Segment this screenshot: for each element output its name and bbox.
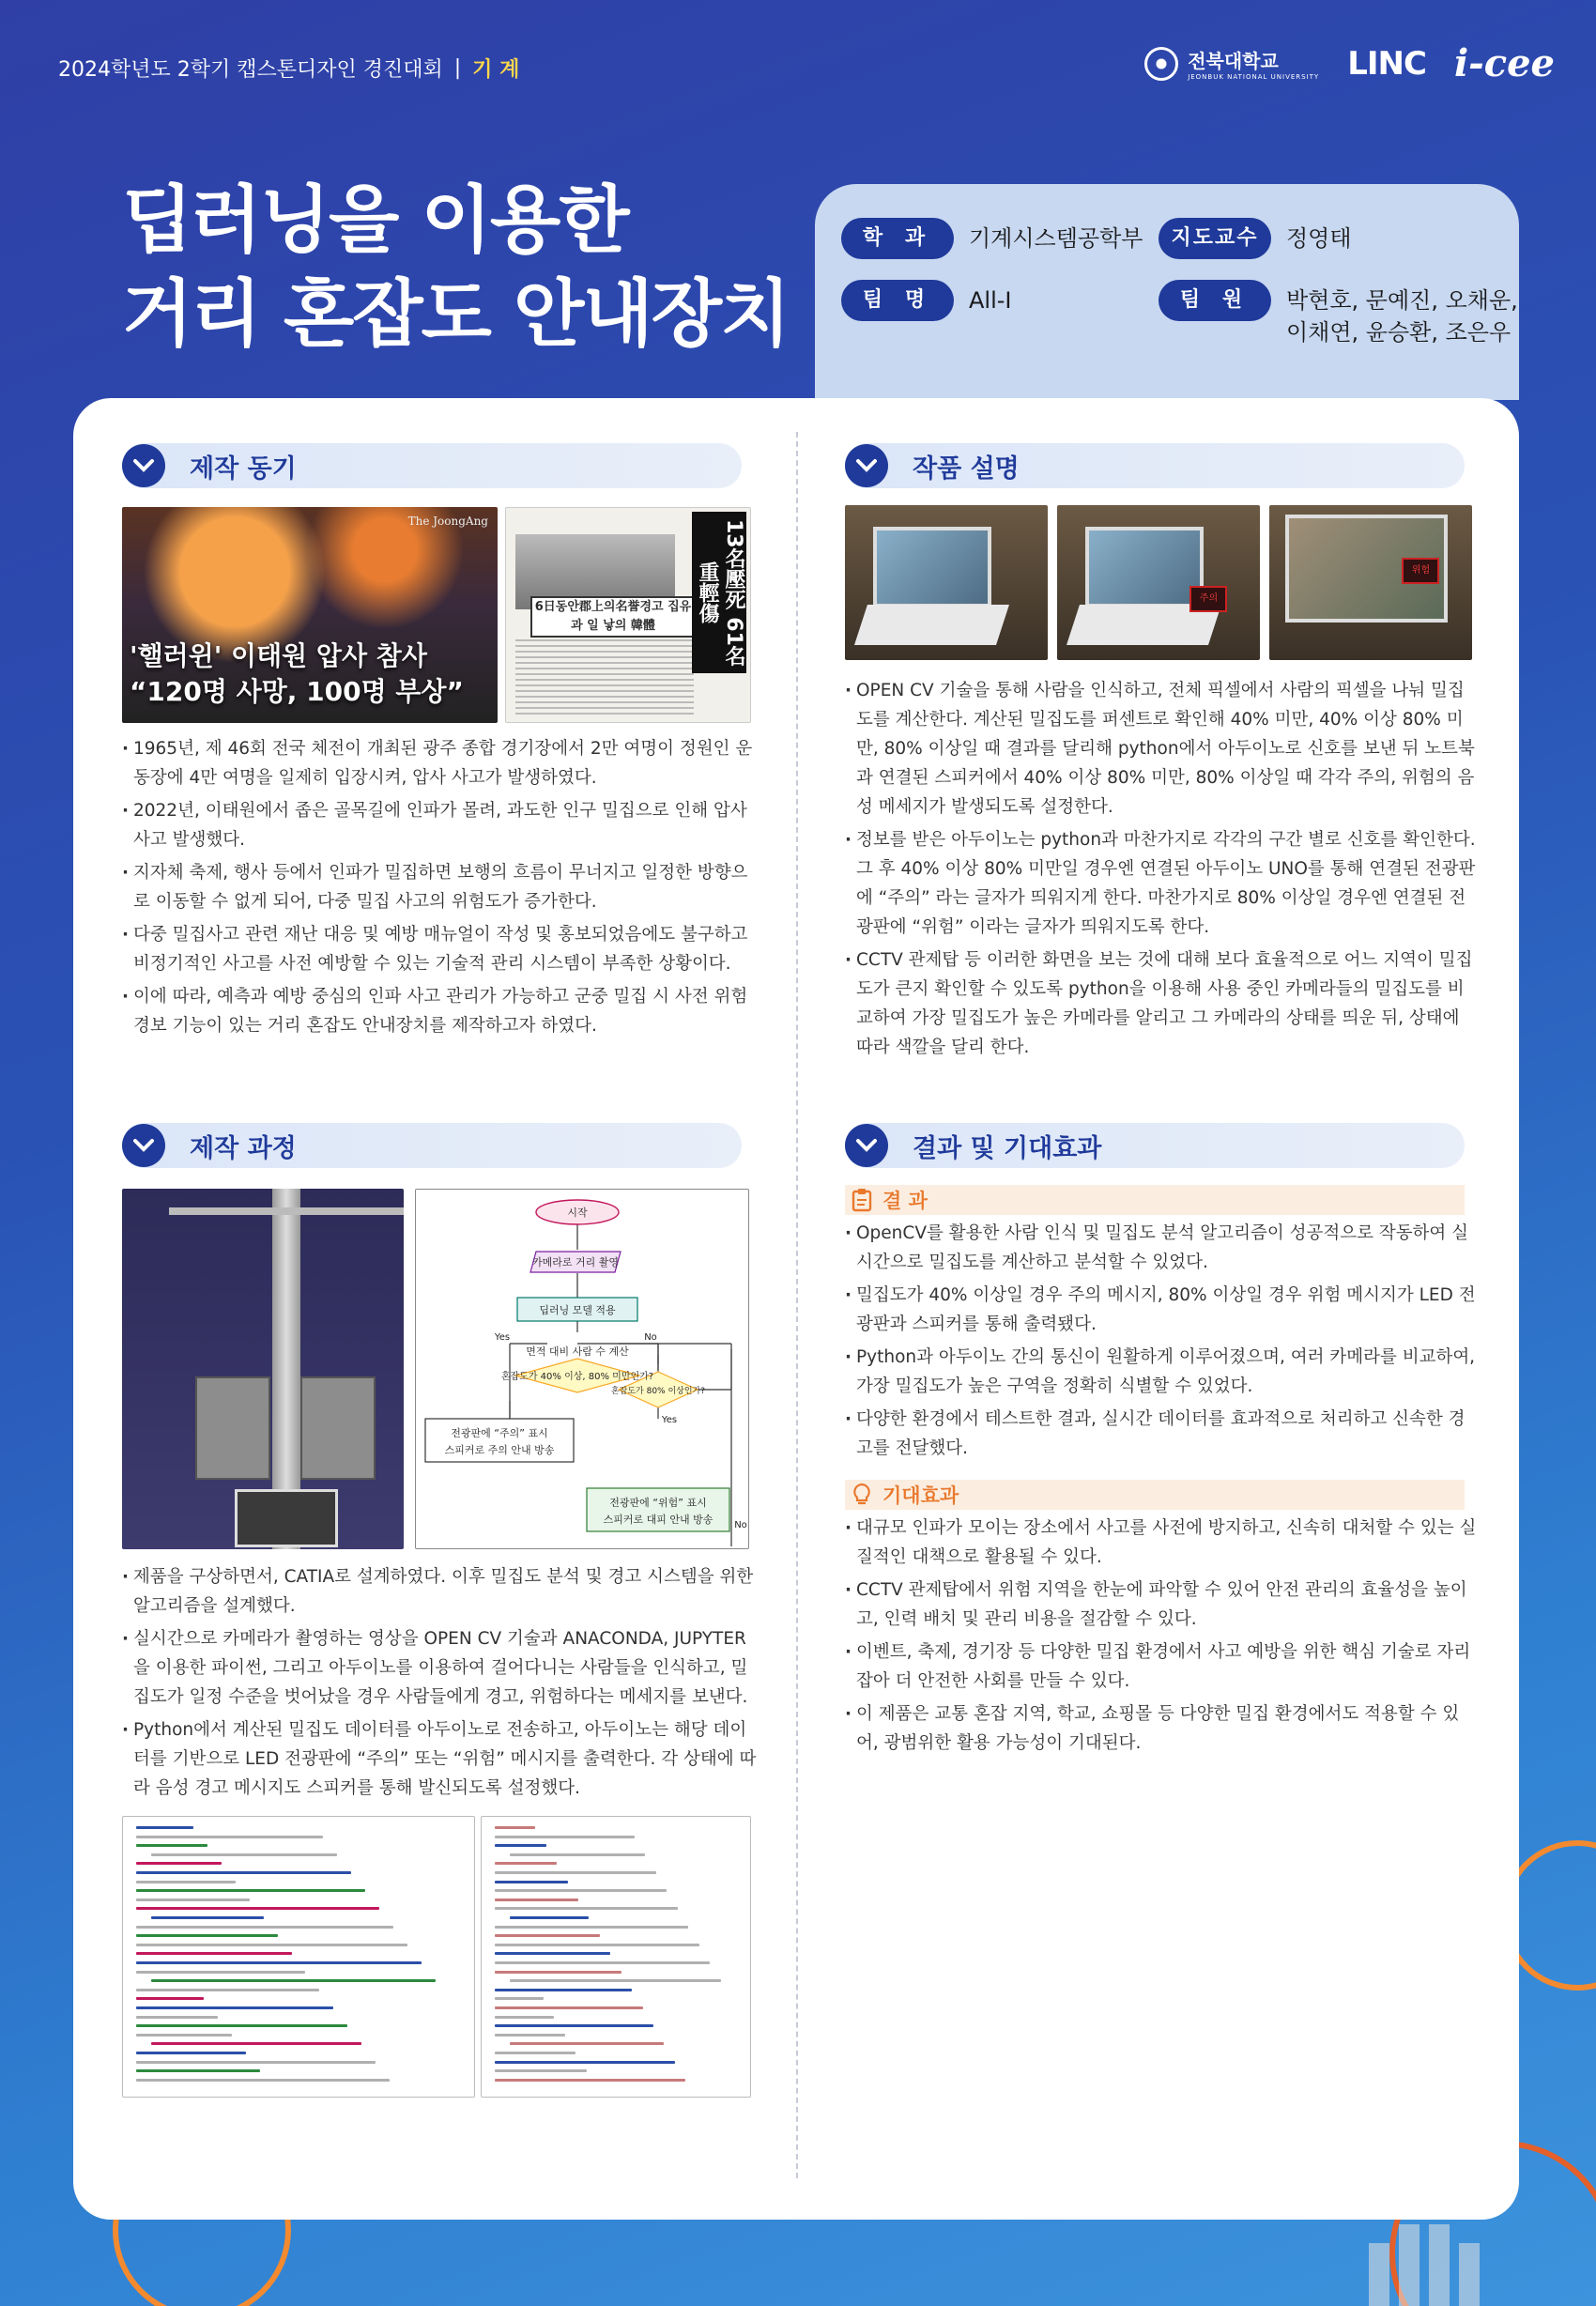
linc-logo: LINC: [1347, 44, 1426, 83]
university-logo: [1144, 46, 1319, 81]
code-line: [151, 2042, 361, 2045]
list-item: · 정보를 받은 아두이노는 python과 마찬가지로 각각의 구간 별로 신호를 확인한다. 그 후 40% 이상 80% 미만일 경우엔 연결된 아두이노 UNO를 통해 연결된 전광판에 “주의” 라는 글자가 띄워지게 한다. 마찬가지로 80% 이상일 경우엔 연결된 전광판에 “위험” 이라는 글자가 띄워지도록 한다.: [845, 825, 1480, 942]
laptop-screen: [873, 527, 990, 607]
photo-caption-line-2: “120명 사망, 100명 부상”: [130, 676, 464, 707]
newspaper-clipping: [505, 507, 751, 723]
code-line: [495, 2016, 554, 2019]
flow-action-1-line-1: 전광판에 “주의” 표시: [451, 1427, 548, 1439]
list-item: · 다중 밀집사고 관련 재난 대응 및 예방 매뉴얼이 작성 및 홍보되었음에도 불구하고 비정기적인 사고를 사전 예방할 수 있는 기술적 관리 시스템이 부족한 상황이다.: [122, 920, 760, 978]
code-line: [136, 2069, 260, 2072]
code-line: [495, 2052, 575, 2054]
laptop-base: [854, 605, 1009, 645]
process-title: 제작 과정: [190, 1133, 297, 1163]
code-line: [495, 1889, 667, 1892]
code-line: [136, 2006, 333, 2009]
code-line: [495, 1862, 557, 1865]
members-line-2: 이채연, 윤승환, 조은우: [1286, 319, 1512, 346]
team-info-panel: [815, 184, 1519, 400]
photo-caption: [130, 638, 464, 710]
members-label: 팀 원: [1159, 280, 1271, 321]
newspaper-box: 6日동안郡上의名誉경고 집유과 일 낳의 韓體: [530, 596, 696, 638]
code-line: [495, 1971, 622, 1974]
lightbulb-icon: [851, 1483, 873, 1507]
led-panel: 주의: [1189, 586, 1227, 612]
code-line: [495, 1836, 635, 1838]
photo-caption-line-1: '핼러윈' 이태원 압사 참사: [130, 640, 427, 671]
code-line: [510, 1853, 645, 1856]
list-item: · 대규모 인파가 모이는 장소에서 사고를 사전에 방지하고, 신속히 대처할 수 있는 실질적인 대책으로 활용될 수 있다.: [845, 1514, 1480, 1572]
code-line: [136, 2079, 390, 2082]
python-code-screenshot: [122, 1816, 475, 2098]
list-item: · CCTV 관제탑 등 이러한 화면을 보는 것에 대해 보다 효율적으로 어느 지역이 밀집도가 큰지 확인할 수 있도록 python을 이용해 사용 중인 카메라들의 밀집도를 비교하여 가장 밀집도가 높은 카메라를 알리고 그 카메라의 상태를 띄운 뒤, 상태에 따라 색깔을 달리 한다.: [845, 945, 1480, 1062]
code-line: [136, 1871, 351, 1874]
list-item: · 1965년, 제 46회 전국 체전이 개최된 광주 종합 경기장에서 2만 여명이 정원인 운동장에 4만 여명을 일제히 입장시켜, 압사 사고가 발생하였다.: [122, 734, 760, 792]
department-tag: 기 계: [472, 57, 520, 82]
flow-yes-label: Yes: [494, 1332, 511, 1343]
motivation-title: 제작 동기: [190, 454, 297, 484]
code-line: [136, 1944, 407, 1946]
code-line: [136, 1926, 393, 1929]
code-line: [136, 1971, 305, 1974]
list-item: · 이벤트, 축제, 경기장 등 다양한 밀집 환경에서 사고 예방을 위한 핵심 기술로 자리 잡아 더 안전한 사회를 만들 수 있다.: [845, 1637, 1480, 1696]
event-name: 2024학년도 2학기 캡스톤디자인 경진대회: [58, 57, 443, 82]
list-item: · 2022년, 이태원에서 좁은 골목길에 인파가 몰려, 과도한 인구 밀집으로 인해 압사 사고 발생했다.: [122, 796, 760, 854]
university-subtitle: JEONBUK NATIONAL UNIVERSITY: [1188, 73, 1320, 81]
flow-action-2-line-2: 스피커로 대피 안내 방송: [603, 1514, 714, 1526]
description-title: 작품 설명: [913, 454, 1020, 484]
code-line: [495, 1952, 610, 1955]
title-line-2: 거리 혼잡도 안내장치: [122, 272, 790, 357]
code-line: [495, 2069, 587, 2072]
code-line: [136, 1989, 319, 1991]
code-line: [510, 2042, 664, 2045]
speaker-box-left: [195, 1376, 270, 1480]
code-line: [495, 1926, 688, 1929]
code-line: [495, 1961, 710, 1964]
result-list: [845, 1219, 1480, 1467]
list-item: · 다양한 환경에서 테스트한 결과, 실시간 데이터를 효과적으로 처리하고 신속한 경고를 전달했다.: [845, 1405, 1480, 1463]
code-line: [136, 1889, 365, 1892]
code-line: [495, 1844, 546, 1847]
department-value: 기계시스템공학부: [969, 225, 1143, 252]
code-line: [510, 1916, 589, 1919]
university-name: 전북대학교: [1188, 50, 1279, 72]
flowchart-diagram: [416, 1190, 749, 1549]
advisor-value: 정영태: [1286, 225, 1352, 252]
code-line: [495, 1944, 699, 1946]
itaewon-photo: [122, 507, 498, 723]
code-line: [495, 2079, 685, 2082]
flow-action-2-line-1: 전광판에 “위험” 표시: [609, 1497, 707, 1509]
logo-group: [1144, 41, 1555, 85]
title-line-1: 딥러닝을 이용한: [122, 178, 628, 263]
code-line: [136, 1881, 236, 1883]
code-line: [136, 1844, 207, 1847]
code-line: [136, 1961, 422, 1964]
list-item: · Python과 아두이노 간의 통신이 원활하게 이루어졌으며, 여러 카메라를 비교하여, 가장 밀집도가 높은 구역을 정확히 식별할 수 있었다.: [845, 1343, 1480, 1401]
code-line: [495, 1907, 678, 1910]
process-flowchart: [415, 1189, 749, 1549]
code-line: [495, 1997, 544, 2000]
speaker-box-right: [300, 1376, 376, 1480]
code-line: [136, 1862, 222, 1865]
icee-logo: i-cee: [1453, 41, 1555, 85]
list-item: · 제품을 구상하면서, CATIA로 설계하였다. 이후 밀집도 분석 및 경고 시스템을 위한 알고리즘을 설계했다.: [122, 1562, 760, 1621]
description-list: [845, 676, 1480, 1066]
display-panel: [235, 1489, 338, 1547]
code-line: [495, 1881, 568, 1883]
code-line: [136, 2024, 347, 2027]
list-item: · 밀집도가 40% 이상일 경우 주의 메시지, 80% 이상일 경우 위험 메시지가 LED 전광판과 스피커를 통해 출력됐다.: [845, 1281, 1480, 1339]
demo-photo-3: [1269, 505, 1472, 660]
code-line: [136, 1907, 379, 1910]
code-line: [136, 2034, 232, 2037]
list-item: · 지자체 축제, 행사 등에서 인파가 밀집하면 보행의 흐름이 무너지고 일정한 방향으로 이동할 수 없게 되어, 다중 밀집 사고의 위험도가 증가한다.: [122, 858, 760, 916]
list-item: · 이 제품은 교통 혼잡 지역, 학교, 쇼핑몰 등 다양한 밀집 환경에서도 적용할 수 있어, 광범위한 활용 가능성이 기대된다.: [845, 1699, 1480, 1758]
code-line: [136, 1899, 250, 1901]
clipboard-icon: [851, 1188, 873, 1212]
flow-action-1-line-2: 스피커로 주의 안내 방송: [444, 1444, 555, 1456]
code-line: [495, 2006, 643, 2009]
code-line: [495, 1871, 656, 1874]
code-line: [136, 1836, 323, 1838]
university-seal-icon: [1144, 47, 1178, 81]
code-line: [495, 1989, 632, 1991]
code-line: [495, 2034, 565, 2037]
flow-no-label-2: No: [734, 1520, 747, 1530]
flow-decision-2: 혼잡도가 80% 이상인가?: [610, 1387, 706, 1396]
flow-start: 시작: [567, 1207, 588, 1219]
motivation-header: [122, 443, 742, 488]
effect-list: [845, 1514, 1480, 1761]
code-line: [495, 1899, 578, 1901]
event-separator: |: [453, 55, 462, 80]
flow-step-3: 면적 대비 사람 수 계산: [526, 1345, 629, 1358]
catia-model-render: [122, 1189, 404, 1549]
newspaper-text-lines: [515, 639, 694, 716]
flow-yes-label-2: Yes: [661, 1415, 678, 1425]
chevron-down-icon: [845, 1124, 888, 1167]
motivation-list: [122, 734, 760, 1044]
newspaper-headline: 13名壓死 61名重輕傷: [692, 512, 746, 673]
code-line: [136, 2052, 246, 2054]
advisor-label: 지도교수: [1159, 218, 1271, 259]
results-header: [845, 1123, 1465, 1168]
list-item: · 실시간으로 카메라가 촬영하는 영상을 OPEN CV 기술과 ANACONDA, JUPYTER을 이용한 파이썬, 그리고 아두이노를 이용하여 걸어다니는 사람들을 인식하고, 밀집도가 일정 수준을 벗어났을 경우 사람들에게 경고, 위험하다는 메세지를 보낸다.: [122, 1624, 760, 1712]
code-line: [136, 1997, 204, 2000]
code-line: [495, 2061, 675, 2064]
code-line: [510, 1979, 721, 1982]
result-subheader: [845, 1185, 1465, 1215]
chevron-down-icon: [122, 1124, 165, 1167]
demo-photo-1: [845, 505, 1048, 660]
flow-decision-1: 혼잡도가 40% 이상, 80% 미만인가?: [500, 1372, 654, 1382]
team-name-label: 팀 명: [841, 280, 954, 321]
result-label: 결 과: [882, 1190, 928, 1212]
members-line-1: 박현호, 문예진, 오채운,: [1286, 287, 1518, 314]
list-item: · 이에 따라, 예측과 예방 중심의 인파 사고 관리가 가능하고 군중 밀집 시 사전 위험 경보 기능이 있는 거리 혼잡도 안내장치를 제작하고자 하였다.: [122, 982, 760, 1040]
chevron-down-icon: [122, 444, 165, 487]
code-line: [136, 1826, 193, 1829]
flow-no-label: No: [644, 1332, 657, 1343]
photo-source: The JoongAng: [407, 515, 488, 528]
code-line: [495, 2024, 653, 2027]
laptop-screen: [1085, 527, 1203, 607]
members-value: [1286, 280, 1518, 348]
description-header: [845, 443, 1465, 488]
led-panel: 위험: [1402, 558, 1439, 584]
university-emblem-watermark-icon: [1312, 2224, 1547, 2306]
pole-arm: [169, 1207, 404, 1215]
effect-subheader: [845, 1480, 1465, 1510]
code-line: [495, 1934, 600, 1937]
code-line: [151, 1853, 337, 1856]
process-list: [122, 1562, 760, 1806]
effect-label: 기대효과: [882, 1484, 959, 1507]
demo-photo-2: [1057, 505, 1260, 660]
code-line: [495, 1826, 535, 1829]
chevron-down-icon: [845, 444, 888, 487]
code-line: [136, 1952, 292, 1955]
code-line: [151, 1979, 436, 1982]
flow-step-1: 카메라로 거리 촬영: [531, 1256, 620, 1268]
list-item: · Python에서 계산된 밀집도 데이터를 아두이노로 전송하고, 아두이노는 해당 데이터를 기반으로 LED 전광판에 “주의” 또는 “위험” 메시지를 출력한다. 각 상태에 따라 음성 경고 메시지도 스피커를 통해 발신되도록 설정했다.: [122, 1715, 760, 1803]
code-line: [151, 1916, 264, 1919]
process-header: [122, 1123, 742, 1168]
list-item: · CCTV 관제탑에서 위험 지역을 한눈에 파악할 수 있어 안전 관리의 효율성을 높이고, 인력 배치 및 관리 비용을 절감할 수 있다.: [845, 1576, 1480, 1634]
code-line: [136, 2061, 376, 2064]
column-divider: [796, 432, 798, 2178]
results-title: 결과 및 기대효과: [913, 1133, 1102, 1163]
list-item: · OPEN CV 기술을 통해 사람을 인식하고, 전체 픽셀에서 사람의 픽셀을 나눠 밀집도를 계산한다. 계산된 밀집도를 퍼센트로 확인해 40% 미만, 40% 이상 80% 미만, 80% 이상일 때 결과를 달리해 python에서 아두이노로 신호를 보낸 뒤 노트북과 연결된 스피커에서 40% 이상 80% 미만, 80% 이상일 때 각각 주의, 위험의 음성 메세지가 발생되도록 설정한다.: [845, 676, 1480, 822]
team-name-value: All-I: [969, 287, 1012, 314]
arduino-code-screenshot: [481, 1816, 751, 2098]
event-bar: [58, 49, 519, 86]
code-line: [136, 1934, 278, 1937]
flow-step-2: 딥러닝 모델 적용: [539, 1304, 616, 1316]
department-label: 학 과: [841, 218, 954, 259]
poster-title: [122, 174, 789, 361]
list-item: · OpenCV를 활용한 사람 인식 및 밀집도 분석 알고리즘이 성공적으로 작동하여 실시간으로 밀집도를 계산하고 분석할 수 있었다.: [845, 1219, 1480, 1277]
code-line: [136, 2016, 218, 2019]
